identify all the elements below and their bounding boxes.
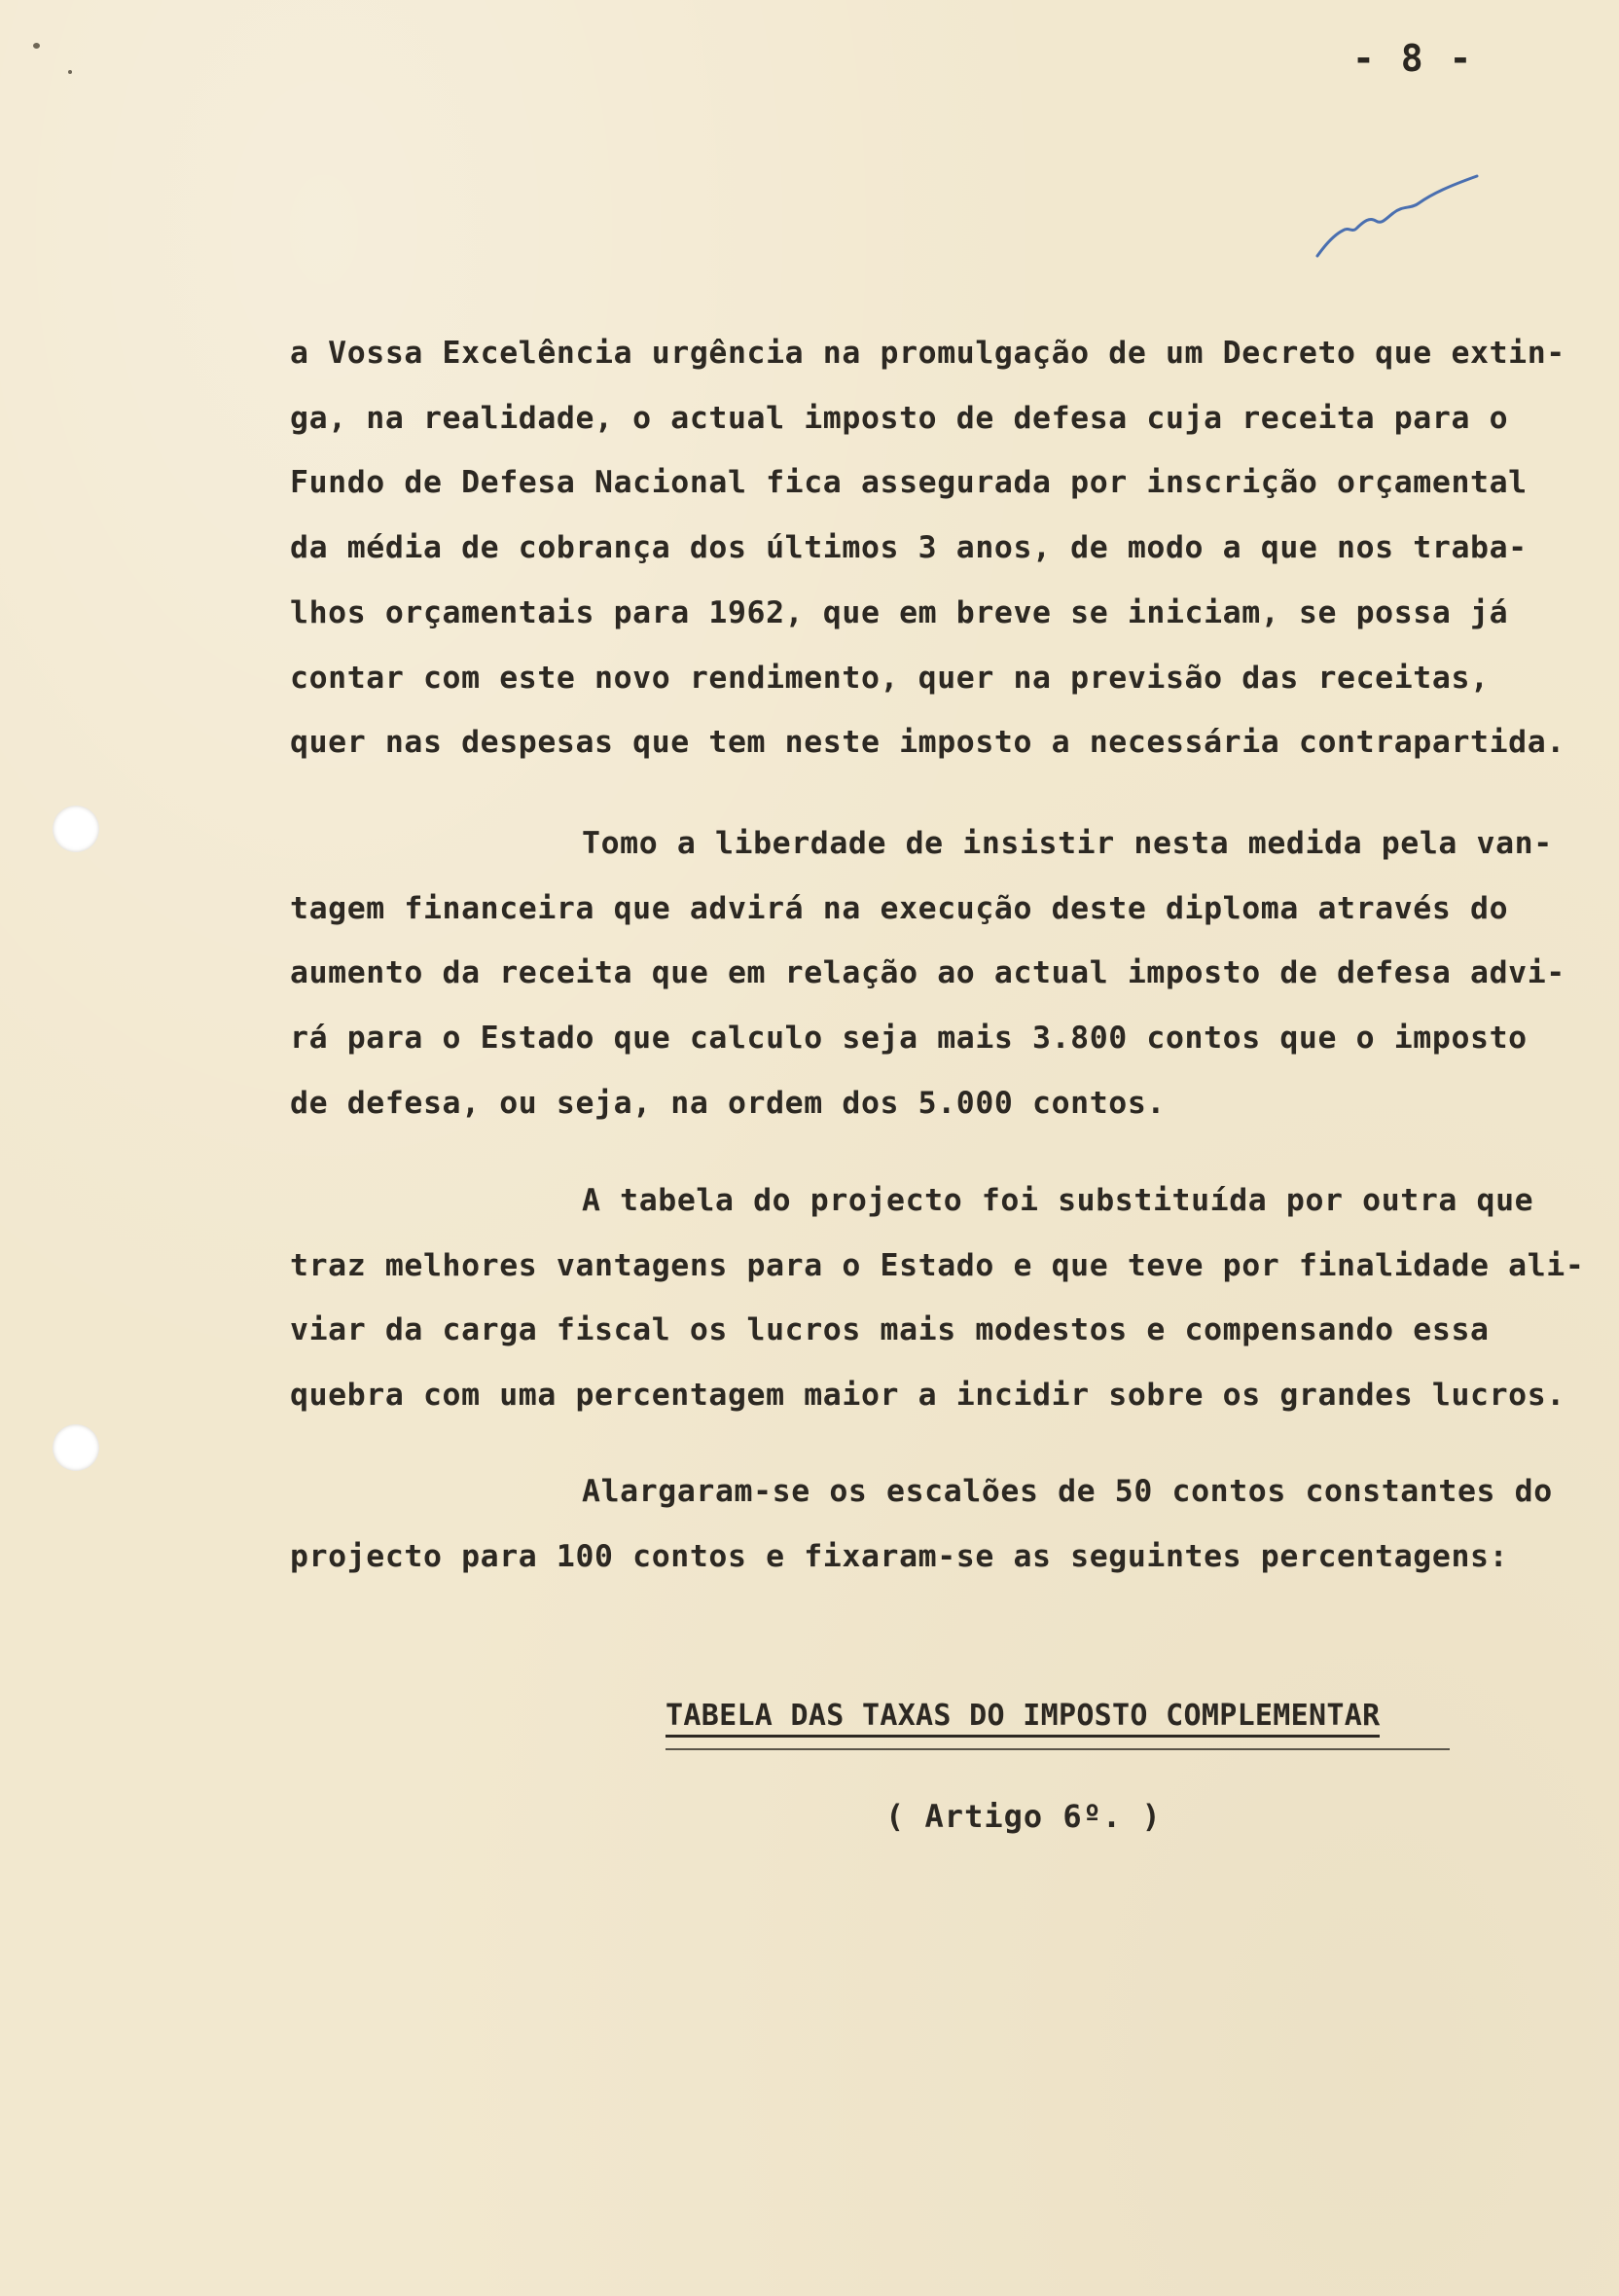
text-line: tagem financeira que advirá na execução deste diploma através do — [290, 890, 1509, 926]
text-line: Tomo a liberdade de insistir nesta medida pela van- — [582, 826, 1553, 861]
text-line: A tabela do projecto foi substituída por outra que — [582, 1183, 1534, 1218]
text-line: de defesa, ou seja, na ordem dos 5.000 contos. — [290, 1085, 1166, 1121]
table-title: TABELA DAS TAXAS DO IMPOSTO COMPLEMENTAR — [666, 1699, 1380, 1738]
text-line: viar da carga fiscal os lucros mais modestos e compensando essa — [290, 1312, 1490, 1348]
text-line: a Vossa Excelência urgência na promulgação de um Decreto que extin- — [290, 336, 1565, 371]
text-line: quer nas despesas que tem neste imposto a necessária contrapartida. — [290, 725, 1565, 761]
paragraph — [290, 1168, 1594, 1428]
paragraph — [290, 811, 1594, 1136]
paper-speck — [33, 43, 40, 49]
punch-hole — [53, 1424, 99, 1471]
title-underline — [666, 1748, 1450, 1750]
page-number: - 8 - — [1352, 37, 1474, 80]
text-line: ga, na realidade, o actual imposto de defesa cuja receita para o — [290, 400, 1509, 436]
paragraph — [290, 1459, 1594, 1589]
punch-hole — [53, 806, 99, 852]
text-line: contar com este novo rendimento, quer na previsão das receitas, — [290, 660, 1490, 696]
text-line: rá para o Estado que calculo seja mais 3.800 contos que o imposto — [290, 1021, 1528, 1057]
text-line: projecto para 100 contos e fixaram-se as seguintes percentagens: — [290, 1538, 1509, 1574]
handwritten-initials-icon — [1313, 170, 1489, 263]
text-line: Fundo de Defesa Nacional fica assegurada por inscrição orçamental — [290, 465, 1528, 501]
article-reference: ( Artigo 6º. ) — [885, 1798, 1162, 1835]
text-line: lhos orçamentais para 1962, que em breve se iniciam, se possa já — [290, 594, 1509, 630]
text-line: da média de cobrança dos últimos 3 anos, de modo a que nos traba- — [290, 530, 1528, 566]
text-line: Alargaram-se os escalões de 50 contos constantes do — [582, 1474, 1553, 1509]
text-line: traz melhores vantagens para o Estado e que teve por finalidade ali- — [290, 1247, 1585, 1283]
text-line: quebra com uma percentagem maior a incidir sobre os grandes lucros. — [290, 1378, 1565, 1414]
paper-speck — [68, 70, 72, 74]
paragraph — [290, 321, 1594, 775]
text-line: aumento da receita que em relação ao actual imposto de defesa advi- — [290, 955, 1565, 991]
